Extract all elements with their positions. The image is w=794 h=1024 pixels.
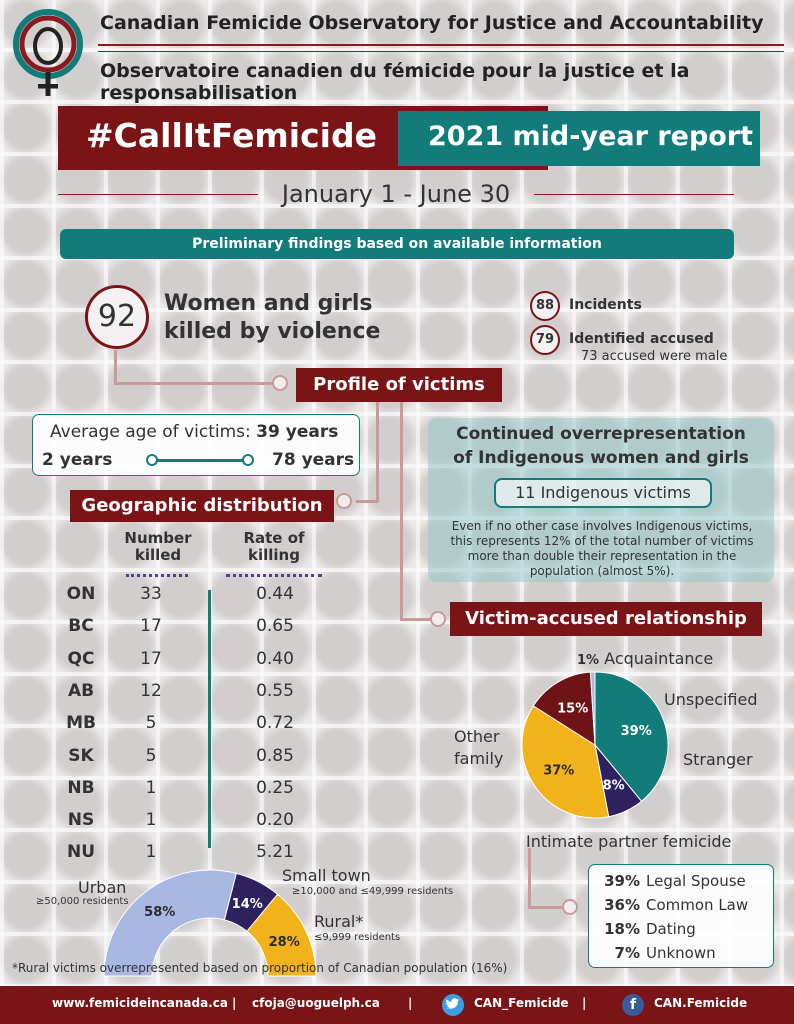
date-rule-right bbox=[534, 194, 734, 195]
other-family-line-1: Other bbox=[454, 727, 500, 746]
rate-header-line-2: killing bbox=[248, 546, 300, 564]
connector-dot bbox=[430, 611, 446, 627]
number-killed-header bbox=[118, 530, 198, 564]
acquaintance-text: Acquaintance bbox=[604, 649, 714, 668]
indigenous-description: Even if no other case involves Indigenous victims, this represents 12% of the total number of victims more than double their representation in the population (almost 5%). bbox=[450, 519, 754, 578]
rural-footnote: *Rural victims overrepresented based on proportion of Canadian population (16%) bbox=[12, 961, 508, 975]
website-link[interactable]: www.femicideincanada.ca bbox=[52, 996, 228, 1010]
number-killed: 17 bbox=[140, 616, 162, 637]
dotted-divider bbox=[226, 574, 322, 578]
killed-label-line-2: killed by violence bbox=[164, 319, 381, 344]
other-family-label bbox=[454, 726, 503, 770]
report-banner bbox=[398, 111, 760, 166]
ipf-percent: 7% bbox=[614, 944, 640, 962]
stranger-label: Stranger bbox=[683, 750, 753, 769]
number-killed: 17 bbox=[140, 648, 162, 669]
indigenous-title bbox=[428, 422, 774, 470]
rate-of-killing: 0.55 bbox=[256, 680, 294, 701]
unspecified-label: Unspecified bbox=[664, 690, 758, 709]
killed-count-badge: 92 bbox=[85, 285, 149, 349]
observatory-title-english: Canadian Femicide Observatory for Justice and Accountability bbox=[100, 12, 764, 34]
connector bbox=[114, 382, 274, 385]
killed-label bbox=[164, 290, 380, 346]
province-code: SK bbox=[68, 745, 94, 766]
relationship-heading: Victim-accused relationship bbox=[450, 602, 762, 636]
footer-separator: | bbox=[232, 996, 237, 1010]
donut-segment-label: 58% bbox=[144, 905, 176, 921]
rate-of-killing: 0.20 bbox=[256, 810, 294, 831]
twitter-handle[interactable]: CAN_Femicide bbox=[474, 996, 569, 1010]
pie-slice-label: 39% bbox=[620, 724, 652, 740]
small-town-label: Small town bbox=[282, 866, 371, 885]
connector bbox=[376, 402, 379, 502]
rural-label: Rural* bbox=[314, 912, 364, 931]
facebook-icon[interactable]: f bbox=[622, 994, 644, 1016]
ipf-percent: 36% bbox=[604, 896, 640, 914]
rate-of-killing: 0.85 bbox=[256, 745, 294, 766]
number-killed: 12 bbox=[140, 680, 162, 701]
other-family-line-2: family bbox=[454, 749, 504, 768]
rural-sublabel: ≤9,999 residents bbox=[314, 932, 401, 943]
dotted-divider bbox=[126, 574, 188, 578]
small-town-sublabel: ≥10,000 and ≤49,999 residents bbox=[292, 886, 454, 897]
indigenous-title-line-1: Continued overrepresentation bbox=[456, 424, 746, 444]
date-range-text: January 1 - June 30 bbox=[281, 180, 511, 208]
donut-segment-label: 14% bbox=[231, 896, 263, 912]
observatory-title-french: Observatoire canadien du fémicide pour la justice et la responsabilisation bbox=[100, 60, 690, 104]
min-age: 2 years bbox=[42, 450, 113, 470]
connector bbox=[114, 350, 117, 384]
province-code: QC bbox=[67, 648, 95, 669]
province-code: AB bbox=[67, 680, 95, 701]
province-code: BC bbox=[68, 616, 94, 637]
incidents-count-badge: 88 bbox=[530, 291, 560, 321]
province-code: NB bbox=[67, 777, 95, 798]
accused-label: Identified accused bbox=[569, 331, 714, 347]
acquaintance-label bbox=[577, 649, 713, 668]
relationship-pie-chart bbox=[520, 670, 670, 820]
number-killed: 1 bbox=[145, 810, 157, 831]
geographic-distribution-heading: Geographic distribution bbox=[70, 490, 334, 522]
donut-segment-label: 28% bbox=[268, 935, 300, 951]
incidents-label: Incidents bbox=[569, 297, 642, 313]
profile-of-victims-heading: Profile of victims bbox=[296, 368, 502, 402]
province-code: NS bbox=[67, 810, 95, 831]
connector bbox=[528, 906, 564, 909]
average-age-value: 39 years bbox=[256, 422, 339, 442]
number-killed: 5 bbox=[145, 745, 157, 766]
average-age-text bbox=[50, 422, 338, 442]
number-killed: 1 bbox=[145, 842, 157, 863]
connector-dot bbox=[272, 375, 288, 391]
killed-label-line-1: Women and girls bbox=[164, 291, 373, 316]
footer-separator: | bbox=[408, 996, 413, 1010]
footer-bar bbox=[0, 986, 794, 1024]
urban-label: Urban bbox=[78, 878, 127, 897]
connector bbox=[400, 402, 403, 620]
indigenous-count-pill: 11 Indigenous victims bbox=[494, 478, 712, 508]
province-code: MB bbox=[66, 713, 96, 734]
connector bbox=[528, 848, 531, 908]
table-vertical-line bbox=[208, 590, 211, 848]
age-range-line bbox=[152, 459, 246, 462]
ipf-category: Common Law bbox=[646, 896, 749, 914]
rate-of-killing: 5.21 bbox=[256, 842, 294, 863]
femicide-symbol-logo bbox=[8, 6, 88, 102]
number-killed: 33 bbox=[140, 584, 162, 604]
rate-of-killing: 0.65 bbox=[256, 616, 294, 637]
rate-of-killing: 0.40 bbox=[256, 648, 294, 669]
rate-of-killing: 0.44 bbox=[256, 584, 294, 604]
email-link[interactable]: cfoja@uoguelph.ca bbox=[252, 996, 380, 1010]
acquaintance-pct: 1% bbox=[577, 653, 600, 668]
connector bbox=[400, 618, 432, 621]
preliminary-findings-banner: Preliminary findings based on available information bbox=[60, 229, 734, 259]
rate-of-killing: 0.25 bbox=[256, 777, 294, 798]
connector-dot bbox=[562, 899, 578, 915]
number-killed-header-line-2: killed bbox=[134, 546, 182, 564]
urban-sublabel: ≥50,000 residents bbox=[36, 896, 129, 907]
indigenous-title-line-2: of Indigenous women and girls bbox=[453, 448, 749, 468]
connector bbox=[356, 500, 378, 503]
province-code: ON bbox=[66, 584, 96, 604]
average-age-label: Average age of victims: bbox=[50, 422, 251, 442]
rate-header-line-1: Rate of bbox=[243, 529, 305, 547]
date-rule-left bbox=[58, 194, 258, 195]
header-divider bbox=[98, 44, 784, 46]
report-title: 2021 mid-year report bbox=[428, 121, 754, 152]
rate-header bbox=[226, 530, 322, 564]
ipf-percent: 18% bbox=[604, 920, 640, 938]
connector-dot bbox=[336, 493, 352, 509]
intimate-partner-label: Intimate partner femicide bbox=[526, 832, 732, 851]
pie-slice-label: 37% bbox=[543, 763, 575, 779]
accused-count-badge: 79 bbox=[530, 325, 560, 355]
age-range-end-dot bbox=[242, 454, 254, 466]
facebook-handle[interactable]: CAN.Femicide bbox=[654, 996, 748, 1010]
ipf-category: Dating bbox=[646, 920, 696, 938]
number-killed-header-line-1: Number bbox=[124, 529, 192, 547]
ipf-category: Unknown bbox=[646, 944, 716, 962]
age-range-start-dot bbox=[146, 454, 158, 466]
ipf-percent: 39% bbox=[604, 872, 640, 890]
number-killed: 5 bbox=[145, 713, 157, 734]
footer-separator: | bbox=[582, 996, 587, 1010]
number-killed: 1 bbox=[145, 777, 157, 798]
accused-male-note: 73 accused were male bbox=[581, 349, 728, 364]
pie-slice-label: 8% bbox=[602, 778, 625, 794]
twitter-icon[interactable] bbox=[442, 994, 464, 1016]
ipf-category: Legal Spouse bbox=[646, 872, 746, 890]
pie-slice-label: 15% bbox=[557, 701, 589, 717]
date-range bbox=[58, 180, 734, 210]
header-divider-thin bbox=[98, 51, 784, 52]
max-age: 78 years bbox=[272, 450, 355, 470]
hashtag-text: #CallItFemicide bbox=[86, 116, 377, 155]
province-code: NU bbox=[66, 842, 96, 863]
rate-of-killing: 0.72 bbox=[256, 713, 294, 734]
